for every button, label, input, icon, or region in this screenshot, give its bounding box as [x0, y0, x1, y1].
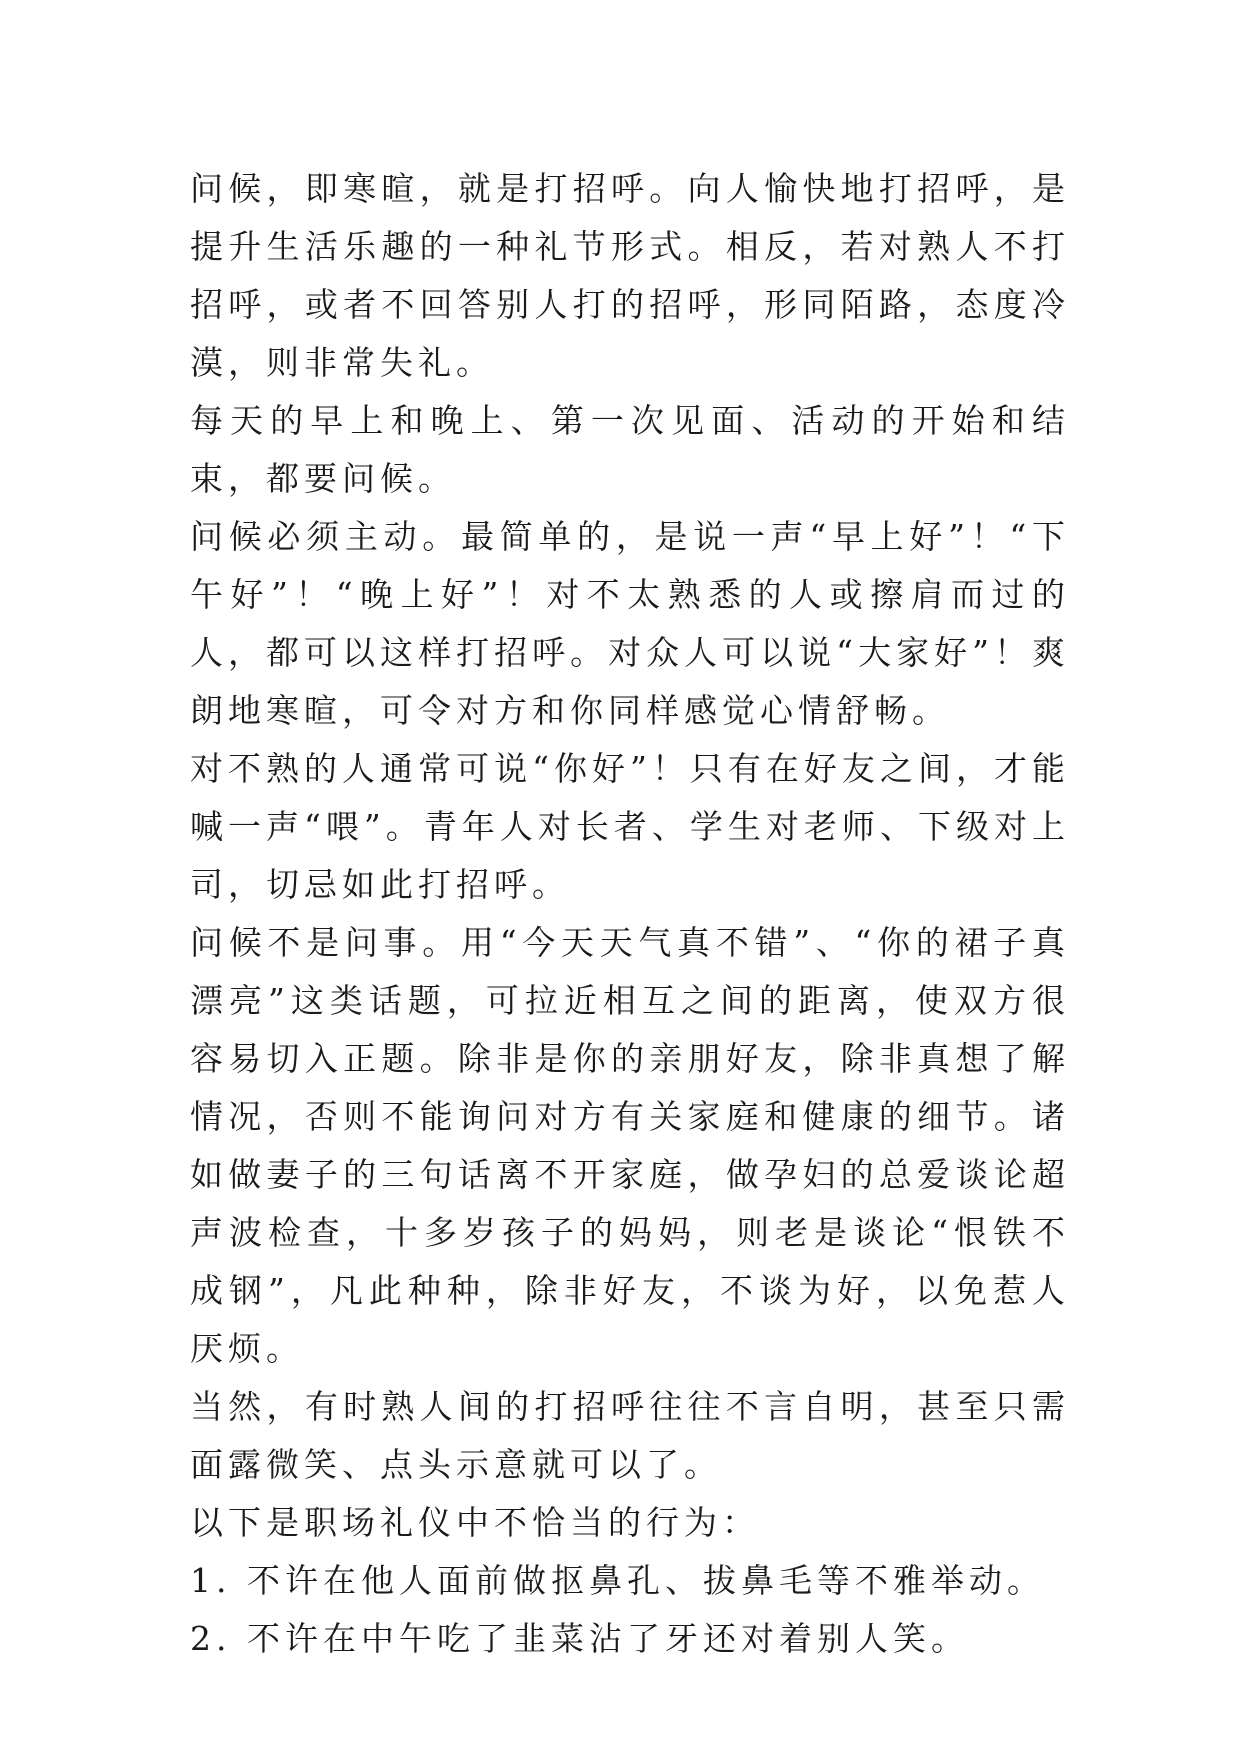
paragraph-greet-actively: 问候必须主动。最简单的，是说一声“早上好”！“下午好”！“晚上好”！对不太熟悉的人或擦肩而过的人，都可以这样打招呼。对众人可以说“大家好”！爽朗地寒暄，可令对方和你同样感觉心情舒畅。: [190, 517, 1070, 730]
paragraph-greeting-not-asking: 问候不是问事。用“今天天气真不错”、“你的裙子真漂亮”这类话题，可拉近相互之间的距离，使双方很容易切入正题。除非是你的亲朋好友，除非真想了解情况，否则不能询问对方有关家庭和健康的细节。诸如做妻子的三句话离不开家庭，做孕妇的总爱谈论超声波检查，十多岁孩子的妈妈，则老是谈论“恨铁不成钢”，凡此种种，除非好友，不谈为好，以免惹人厌烦。: [190, 923, 1070, 1368]
list-item-1: 1. 不许在他人面前做抠鼻孔、拔鼻毛等不雅举动。: [190, 1561, 1045, 1600]
paragraph-when-to-greet: 每天的早上和晚上、第一次见面、活动的开始和结束，都要问候。: [190, 401, 1070, 498]
paragraph-greeting-intro: 问候，即寒暄，就是打招呼。向人愉快地打招呼，是提升生活乐趣的一种礼节形式。相反，若对熟人不打招呼，或者不回答别人打的招呼，形同陌路，态度冷漠，则非常失礼。: [190, 169, 1070, 382]
paragraph-smile-nod: 当然，有时熟人间的打招呼往往不言自明，甚至只需面露微笑、点头示意就可以了。: [190, 1387, 1070, 1484]
document-body: [190, 160, 1070, 1668]
list-item-2: 2. 不许在中午吃了韭菜沾了牙还对着别人笑。: [190, 1619, 969, 1658]
paragraph-improper-behaviors-heading: 以下是职场礼仪中不恰当的行为：: [190, 1503, 760, 1542]
paragraph-unfamiliar-people: 对不熟的人通常可说“你好”！只有在好友之间，才能喊一声“喂”。青年人对长者、学生对老师、下级对上司，切忌如此打招呼。: [190, 749, 1070, 904]
